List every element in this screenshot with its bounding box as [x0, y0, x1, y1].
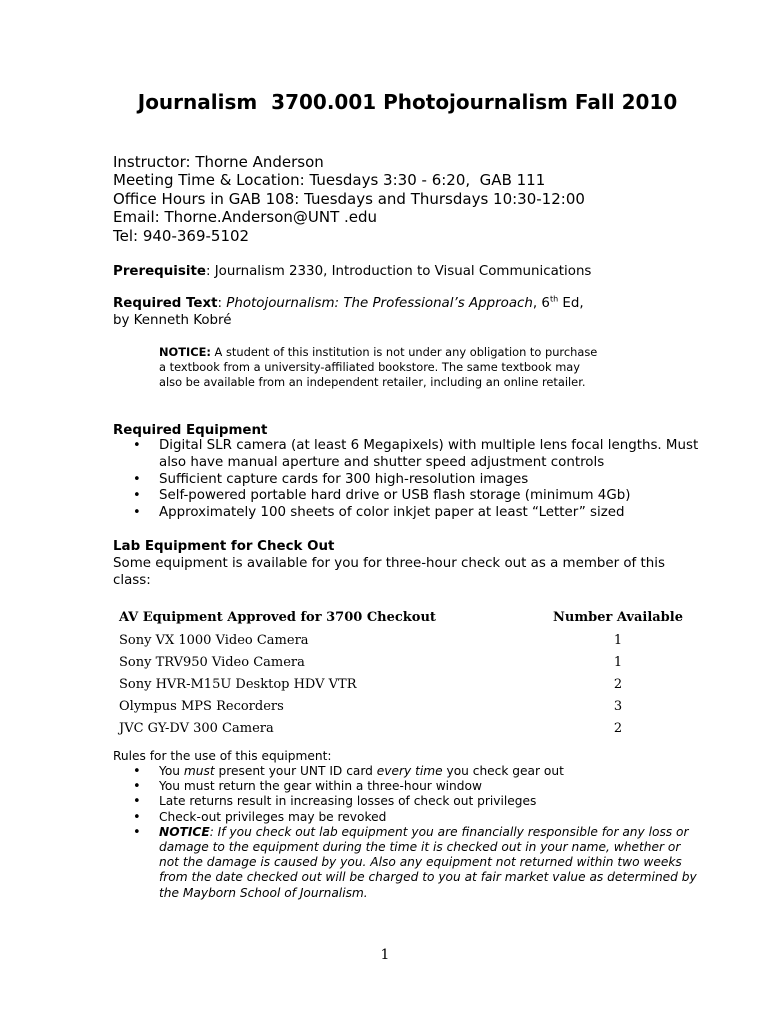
list-item	[113, 488, 713, 505]
table-row	[113, 673, 688, 695]
document-title: Journalism 3700.001 Photojournalism Fall 2010	[137, 90, 678, 114]
edition-sup: th	[549, 294, 559, 304]
required-equipment-list	[113, 438, 713, 522]
equipment-count: 1	[613, 632, 623, 648]
textbook-notice	[159, 345, 599, 390]
lab-equipment-heading: Lab Equipment for Check Out	[113, 539, 335, 554]
table-row	[113, 629, 688, 651]
list-item	[113, 764, 703, 779]
table-row	[113, 651, 688, 673]
rule-notice-label: NOTICE	[159, 824, 210, 839]
list-item	[113, 794, 703, 809]
bullet-icon: •	[133, 824, 141, 840]
author-line: by Kenneth Kobré	[113, 313, 232, 328]
equipment-name: Sony TRV950 Video Camera	[119, 654, 305, 670]
rule-text: You must return the gear within a three-hour window	[159, 779, 482, 794]
table-header-row	[113, 605, 688, 629]
bullet-icon: •	[133, 488, 141, 504]
equipment-count: 1	[613, 654, 623, 670]
prerequisite-text: : Journalism 2330, Introduction to Visual Communications	[205, 264, 592, 279]
header-equipment: AV Equipment Approved for 3700 Checkout	[119, 609, 436, 625]
rule-text: Check-out privileges may be revoked	[159, 809, 387, 824]
bullet-icon: •	[133, 505, 141, 521]
page-number: 1	[380, 947, 390, 963]
rule-emphasis: must	[183, 764, 215, 778]
equipment-name: Olympus MPS Recorders	[119, 698, 284, 714]
office-hours-line: Office Hours in GAB 108: Tuesdays and Thursdays 10:30-12:00	[113, 189, 585, 208]
rule-text: you check gear out	[442, 764, 564, 778]
list-item-text: Digital SLR camera (at least 6 Megapixels) with multiple lens focal lengths. Must also have manual aperture and shutter speed adjustment controls	[159, 438, 699, 470]
equipment-count: 2	[613, 720, 623, 736]
rule-text: present your UNT ID card	[214, 764, 377, 778]
list-item-text: Self-powered portable hard drive or USB flash storage (minimum 4Gb)	[159, 488, 631, 504]
email-line: Email: Thorne.Anderson@UNT .edu	[113, 208, 378, 227]
list-item	[113, 438, 713, 472]
instructor-line: Instructor: Thorne Anderson	[113, 153, 324, 171]
bullet-icon: •	[133, 764, 141, 779]
meeting-line: Meeting Time & Location: Tuesdays 3:30 - 6:20, GAB 111	[113, 171, 546, 190]
phone-line: Tel: 940-369-5102	[113, 226, 250, 245]
edition-pre: , 6	[532, 296, 550, 311]
required-equipment-heading: Required Equipment	[113, 423, 268, 438]
notice-label: NOTICE:	[159, 345, 211, 359]
edition-post: Ed,	[558, 296, 584, 311]
equipment-name: Sony HVR-M15U Desktop HDV VTR	[119, 676, 357, 692]
bullet-icon: •	[133, 809, 141, 825]
prerequisite-label: Prerequisite	[113, 264, 206, 279]
rule-text: Late returns result in increasing losses of check out privileges	[159, 794, 537, 809]
lab-equipment-description: Some equipment is available for you for three-hour check out as a member of this class:	[113, 556, 665, 588]
bullet-icon: •	[133, 471, 141, 487]
bullet-icon: •	[133, 438, 141, 453]
list-item	[113, 505, 713, 522]
required-text-label: Required Text	[113, 296, 218, 311]
rule-notice-text: : If you check out lab equipment you are financially responsible for any loss or damage to the equipment during the time it is checked out in your name, whether or not the damage is caused by you. Also any equipment not returned within two weeks from the date checked out will be charged to you at fair market value as determined by the Mayborn School of Journalism.	[159, 824, 697, 900]
equipment-count: 2	[613, 676, 623, 692]
bullet-icon: •	[133, 779, 141, 795]
course-info	[113, 153, 585, 245]
required-text-colon: :	[217, 296, 227, 311]
list-item	[113, 779, 703, 794]
notice-text: A student of this institution is not under any obligation to purchase a textbook from a university-affiliated bookstore. The same textbook may also be available from an independent retailer, including an online retailer.	[159, 345, 598, 389]
header-number-available: Number Available	[553, 609, 683, 625]
list-item-text: Sufficient capture cards for 300 high-resolution images	[159, 471, 529, 487]
list-item	[113, 472, 713, 489]
table-row	[113, 695, 688, 717]
prerequisite	[113, 263, 591, 280]
table-row	[113, 717, 688, 739]
required-text	[113, 295, 584, 329]
rule-text: You	[159, 764, 184, 778]
equipment-name: JVC GY-DV 300 Camera	[119, 720, 274, 736]
list-item	[113, 825, 703, 901]
book-title: Photojournalism: The Professional’s Approach	[226, 296, 533, 311]
rule-emphasis: every time	[376, 764, 443, 778]
equipment-name: Sony VX 1000 Video Camera	[119, 632, 309, 648]
rules-intro: Rules for the use of this equipment:	[113, 749, 332, 763]
bullet-icon: •	[133, 794, 141, 810]
rules-list	[113, 764, 703, 901]
equipment-table	[113, 605, 688, 739]
equipment-count: 3	[613, 698, 623, 714]
list-item	[113, 810, 703, 825]
list-item-text: Approximately 100 sheets of color inkjet paper at least “Letter” sized	[159, 505, 625, 521]
